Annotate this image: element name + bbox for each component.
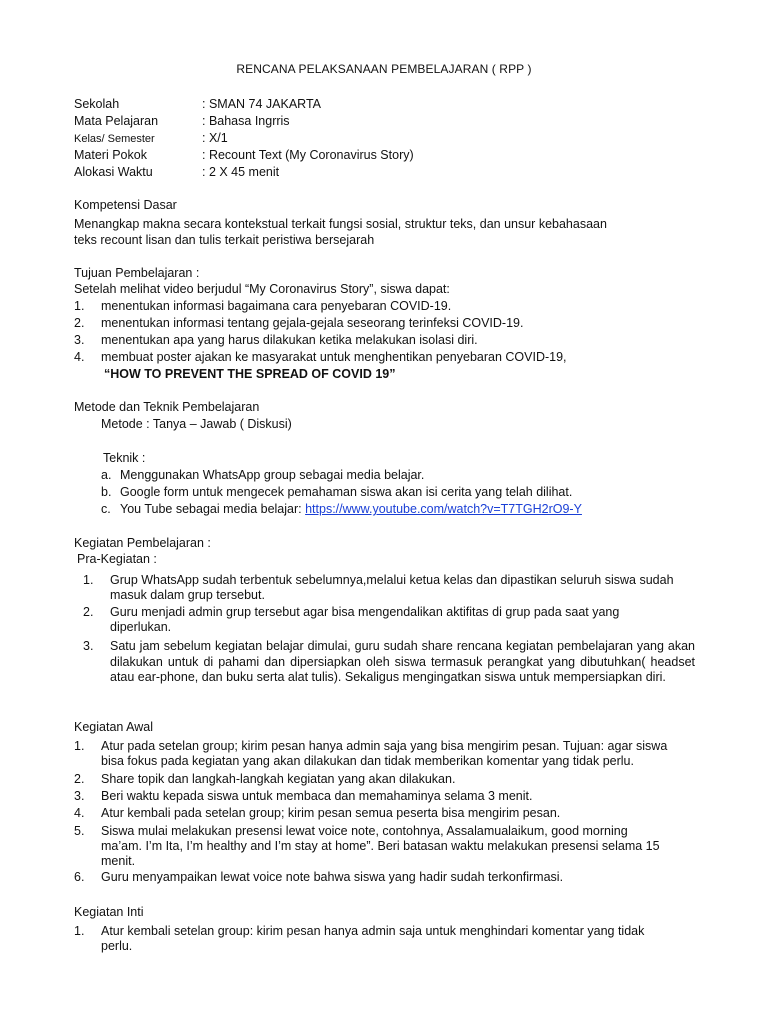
list-text: Guru menyampaikan lewat voice note bahwa siswa yang hadir sudah terkonfirmasi. [101,870,564,884]
list-number: 5. [74,824,85,838]
identity-value: : 2 X 45 menit [202,165,280,179]
pra-kegiatan-heading: Pra-Kegiatan : [77,552,157,566]
list-text: menentukan informasi bagaimana cara penyebaran COVID-19. [101,299,452,313]
list-number: 3. [74,789,85,803]
list-text: Siswa mulai melakukan presensi lewat voice note, contohnya, Assalamualaikum, good morning ma’am. I’m Ita, I’m healthy and I’m stay at home”. Beri batasan waktu melakukan presensi selama 15 menit. [101,824,660,868]
metode-heading: Metode dan Teknik Pembelajaran [74,400,260,414]
identity-row-sekolah [74,96,321,112]
list-text: menentukan apa yang harus dilakukan ketika melakukan isolasi diri. [101,333,478,347]
list-number: 1. [74,739,85,753]
poster-title: “HOW TO PREVENT THE SPREAD OF COVID 19” [104,367,396,381]
identity-label: Mata Pelajaran [74,114,159,128]
list-text: menentukan informasi tentang gejala-gejala seseorang terinfeksi COVID-19. [101,316,524,330]
list-text: Menggunakan WhatsApp group sebagai media belajar. [120,468,425,482]
list-text: Beri waktu kepada siswa untuk membaca dan memahaminya selama 3 menit. [101,789,533,803]
kegiatan-inti-heading: Kegiatan Inti [74,905,144,919]
kompetensi-text-line: Menangkap makna secara kontekstual terkait fungsi sosial, struktur teks, dan unsur kebahasaan [74,217,607,231]
identity-label: Materi Pokok [74,148,147,162]
list-text [120,502,582,517]
identity-value: : Bahasa Ingrris [202,114,290,128]
list-number: 1. [74,299,85,313]
list-letter: b. [101,485,112,499]
list-number: 1. [74,924,85,938]
list-number: 6. [74,870,85,884]
list-number: 2. [83,605,94,619]
kompetensi-heading: Kompetensi Dasar [74,198,177,212]
identity-row-mata-pelajaran [74,113,290,129]
list-number: 3. [83,639,94,653]
list-text: Guru menjadi admin grup tersebut agar bisa mengendalikan aktifitas di grup pada saat yang diperlukan. [110,605,620,634]
document-title: RENCANA PELAKSANAAN PEMBELAJARAN ( RPP ) [236,62,532,76]
list-letter: c. [101,502,111,516]
list-text: Satu jam sebelum kegiatan belajar dimulai, guru sudah share rencana kegiatan pembelajaran yang akan dilakukan untuk di pahami dan dipersiapkan oleh siswa termasuk perangkat yang dibutuhkan( headset atau ear-phone, dan buku serta alat tulis). Sekaligus mengingatkan siswa untuk mempersiapkan diri. [110,639,695,684]
identity-label: Sekolah [74,97,120,111]
identity-value: : SMAN 74 JAKARTA [202,97,322,111]
kegiatan-heading: Kegiatan Pembelajaran : [74,536,211,550]
identity-row-alokasi-waktu [74,164,279,180]
list-text: Google form untuk mengecek pemahaman siswa akan isi cerita yang telah dilihat. [120,485,573,499]
tujuan-intro: Setelah melihat video berjudul “My Coronavirus Story”, siswa dapat: [74,282,450,296]
identity-value: : X/1 [202,131,228,145]
list-text: membuat poster ajakan ke masyarakat untuk menghentikan penyebaran COVID-19, [101,350,567,364]
teknik-label: Teknik : [103,451,146,465]
list-text: Atur pada setelan group; kirim pesan hanya admin saja yang bisa mengirim pesan. Tujuan: agar siswa bisa fokus pada kegiatan yang akan dilakukan dan tidak memberikan komentar yang tidak perlu. [101,739,668,768]
identity-row-kelas-semester [74,130,228,147]
list-text: Grup WhatsApp sudah terbentuk sebelumnya,melalui ketua kelas dan dipastikan seluruh siswa sudah masuk dalam grup tersebut. [110,573,674,602]
kegiatan-awal-heading: Kegiatan Awal [74,720,153,734]
list-number: 1. [83,573,94,587]
list-number: 3. [74,333,85,347]
identity-label: Kelas/ Semester [74,133,155,145]
list-text: Atur kembali setelan group: kirim pesan hanya admin saja untuk menghindari komentar yang tidak perlu. [101,924,645,953]
list-number: 2. [74,772,85,786]
list-number: 4. [74,806,85,820]
identity-row-materi-pokok [74,147,414,163]
tujuan-heading: Tujuan Pembelajaran : [74,266,200,280]
metode-line: Metode : Tanya – Jawab ( Diskusi) [101,417,292,431]
list-text: Share topik dan langkah-langkah kegiatan yang akan dilakukan. [101,772,456,786]
kompetensi-text-line: teks recount lisan dan tulis terkait peristiwa bersejarah [74,233,375,247]
list-number: 4. [74,350,85,364]
youtube-label: You Tube sebagai media belajar: [120,502,306,516]
identity-label: Alokasi Waktu [74,165,153,179]
youtube-link[interactable]: https://www.youtube.com/watch?v=T7TGH2rO9-Y [305,502,582,516]
identity-value: : Recount Text (My Coronavirus Story) [202,148,414,162]
list-letter: a. [101,468,112,482]
list-text: Atur kembali pada setelan group; kirim pesan semua peserta bisa mengirim pesan. [101,806,561,820]
list-number: 2. [74,316,85,330]
